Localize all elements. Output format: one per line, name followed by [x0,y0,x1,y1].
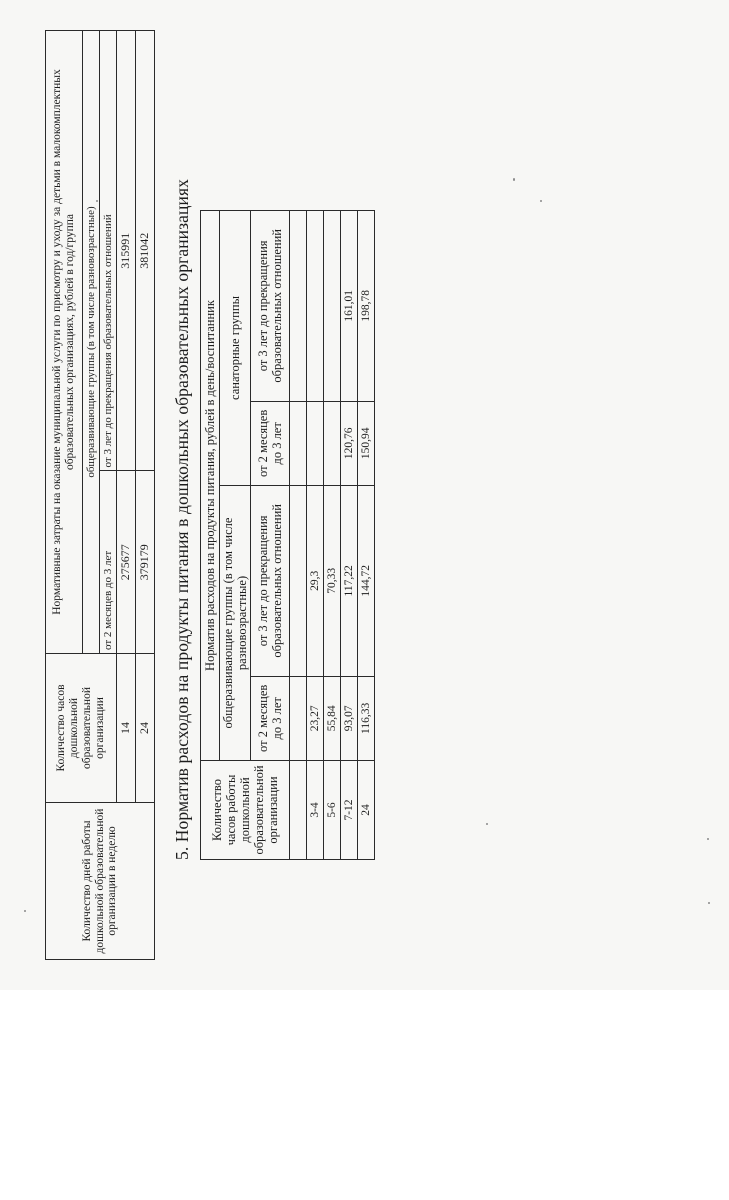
value-cell [324,211,341,402]
hours-cell: 24 [358,761,375,860]
scan-speck [540,200,542,202]
value-cell: 117,22 [341,486,358,677]
age-3y-plus-header: от 3 лет до прекращения образовательных отношений [251,486,290,677]
work-hours-header: Количество часов работы дошкольной образовательной организации [201,761,290,860]
value-cell: 120,76 [341,401,358,485]
scan-speck [708,902,710,904]
scan-speck [486,823,488,825]
hours-header: Количество часов дошкольной образовательной организации [46,654,117,803]
value-cell: 315991 [117,31,136,471]
general-groups-header: общеразвивающие группы (в том числе разновозрастные) [220,486,251,761]
rotated-content [0,30,729,960]
age-2m-3y-header: от 2 месяцев до 3 лет [251,676,290,760]
cost-norms-table [45,30,155,960]
table-row [290,211,307,860]
value-cell [307,211,324,402]
hours-cell: 14 [117,654,136,803]
age-3y-plus-header: от 3 лет до прекращения образовательных отношений [100,31,117,471]
hours-cell: 24 [136,654,155,803]
cost-norms-main-header: Нормативные затраты на оказание муниципальной услуги по присмотру и уходу за детьми в малокомплектных образовательных организациях, рублей в год/группа [46,31,83,654]
food-norms-table [200,210,375,860]
value-cell: 55,84 [324,676,341,760]
table-row [341,211,358,860]
days-per-week-header: Количество дней работы дошкольной образовательной организации в неделю [46,803,155,960]
sanatorium-groups-header: санаторные группы [220,211,251,486]
value-cell: 379179 [136,471,155,654]
scan-speck [707,838,709,840]
value-cell: 381042 [136,31,155,471]
table-row [324,211,341,860]
hours-cell: 3-4 [307,761,324,860]
age-2m-3y-header: от 2 месяцев до 3 лет [100,471,117,654]
value-cell: 29,3 [307,486,324,677]
value-cell: 116,33 [358,676,375,760]
sanatorium-age-2m-3y-header: от 2 месяцев до 3 лет [251,401,290,485]
value-cell: 144,72 [358,486,375,677]
scan-speck [513,178,515,181]
table-row [358,211,375,860]
value-cell: 23,27 [307,676,324,760]
table-row [307,211,324,860]
value-cell: 275677 [117,471,136,654]
value-cell [307,401,324,485]
general-groups-header: общеразвивающие группы (в том числе разновозрастные) [83,31,100,654]
value-cell: 150,94 [358,401,375,485]
hours-cell: 5-6 [324,761,341,860]
food-norms-main-header: Норматив расходов на продукты питания, рублей в день/воспитанник [201,211,220,761]
scan-speck [96,200,98,202]
value-cell: 70,33 [324,486,341,677]
value-cell: 198,78 [358,211,375,402]
sanatorium-age-3y-plus-header: от 3 лет до прекращения образовательных отношений [251,211,290,402]
value-cell [324,401,341,485]
value-cell: 161,01 [341,211,358,402]
hours-cell: 7-12 [341,761,358,860]
value-cell: 93,07 [341,676,358,760]
scan-speck [24,910,26,912]
section-heading: 5. Норматив расходов на продукты питания в дошкольных образовательных организациях [172,179,192,860]
